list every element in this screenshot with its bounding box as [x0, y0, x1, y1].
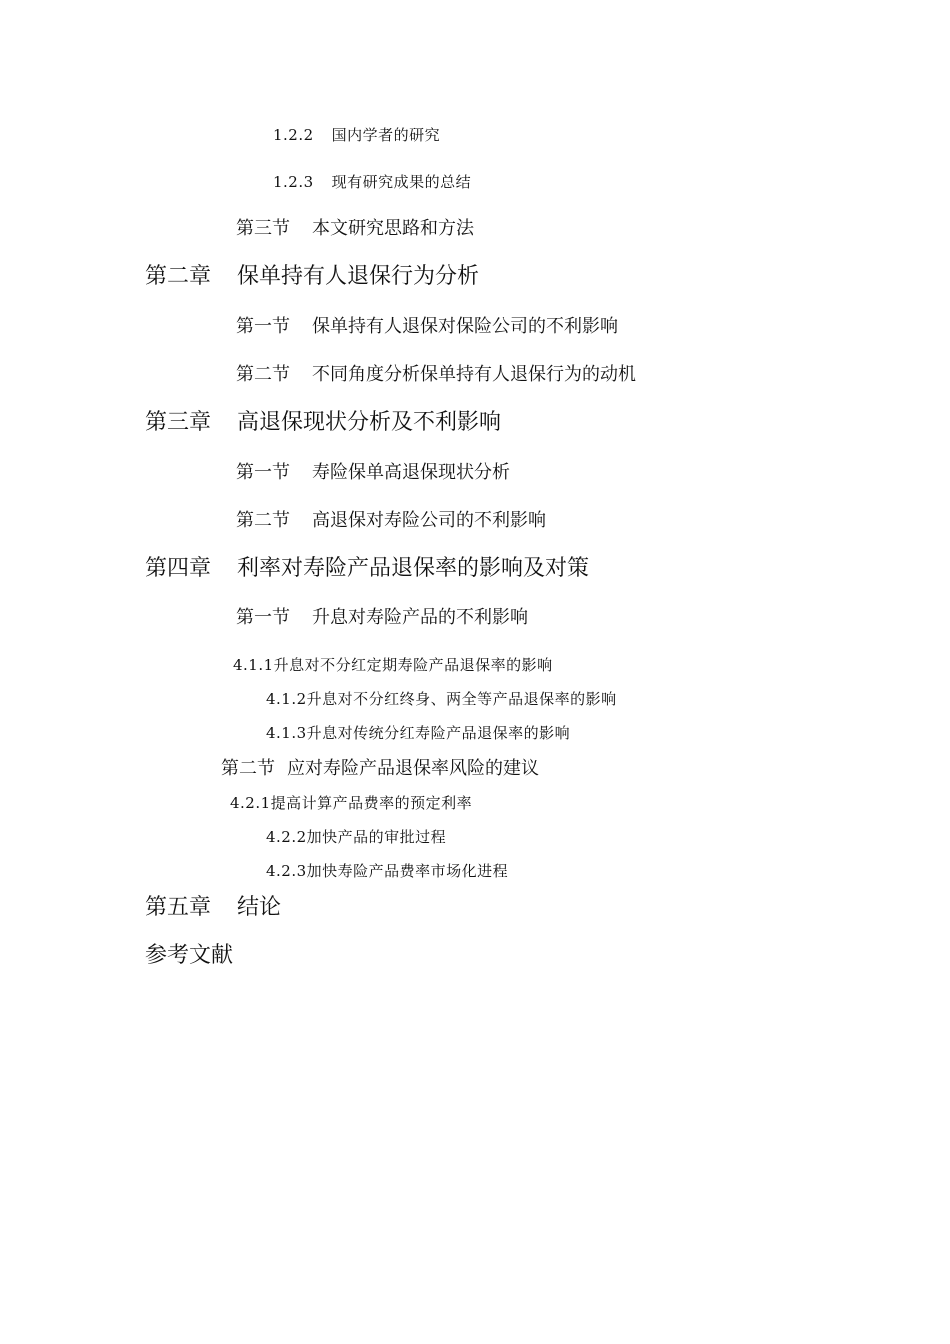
- toc-entry-section: [236, 512, 546, 530]
- toc-number: 1.2.2: [273, 126, 314, 144]
- toc-number: 第一节: [236, 316, 290, 337]
- toc-number: 1.2.3: [273, 173, 314, 191]
- toc-title: 现有研究成果的总结: [331, 173, 472, 191]
- toc-number: 第二节: [236, 510, 290, 531]
- toc-entry-4-1-2: 4.1.2升息对不分红终身、两全等产品退保率的影响: [266, 690, 617, 708]
- toc-entry-4-1-3: 4.1.3升息对传统分红寿险产品退保率的影响: [266, 724, 571, 742]
- toc-number: 第一节: [236, 607, 290, 628]
- toc-entry-section: [236, 609, 528, 627]
- toc-entry-section: [236, 464, 510, 482]
- toc-entry-4-2-2: 4.2.2加快产品的审批过程: [266, 828, 447, 846]
- toc-number: 第三章: [145, 410, 212, 435]
- toc-title: 保单持有人退保对保险公司的不利影响: [312, 316, 618, 337]
- toc-entry-1-2-2: [273, 128, 440, 143]
- toc-number: 第二节: [221, 758, 275, 779]
- toc-entry-1-2-3: [273, 175, 471, 190]
- toc-entry-4-2-3: 4.2.3加快寿险产品费率市场化进程: [266, 862, 509, 880]
- toc-entry-chapter-3: [145, 412, 501, 434]
- toc-entry-chapter-5: [145, 897, 281, 919]
- toc-title: 结论: [237, 895, 282, 920]
- toc-title: 国内学者的研究: [331, 126, 441, 144]
- toc-title: 保单持有人退保行为分析: [237, 264, 480, 289]
- toc-title: 高退保对寿险公司的不利影响: [312, 510, 546, 531]
- toc-entry-4-2-1: 4.2.1提高计算产品费率的预定利率: [230, 794, 473, 812]
- toc-title: 高退保现状分析及不利影响: [237, 410, 502, 435]
- toc-title: 不同角度分析保单持有人退保行为的动机: [312, 364, 636, 385]
- toc-number: 第二节: [236, 364, 290, 385]
- toc-entry-section: [236, 220, 474, 238]
- toc-number: 第一节: [236, 462, 290, 483]
- toc-entry-chapter-2: [145, 266, 479, 288]
- toc-number: 第四章: [145, 556, 212, 581]
- toc-entry-section: [236, 366, 636, 384]
- toc-number: 第二章: [145, 264, 212, 289]
- toc-title: 本文研究思路和方法: [312, 218, 474, 239]
- toc-title: 利率对寿险产品退保率的影响及对策: [237, 556, 590, 581]
- toc-entry-chapter-4: [145, 558, 589, 580]
- toc-title: 应对寿险产品退保率风险的建议: [287, 758, 539, 779]
- toc-entry-section: [221, 760, 539, 778]
- toc-number: 第五章: [145, 895, 212, 920]
- toc-entry-4-1-1: 4.1.1升息对不分红定期寿险产品退保率的影响: [233, 656, 553, 674]
- toc-entry-section: [236, 318, 618, 336]
- toc-entry-references: 参考文献: [145, 943, 234, 968]
- toc-title: 升息对寿险产品的不利影响: [312, 607, 528, 628]
- toc-title: 寿险保单高退保现状分析: [312, 462, 510, 483]
- toc-number: 第三节: [236, 218, 290, 239]
